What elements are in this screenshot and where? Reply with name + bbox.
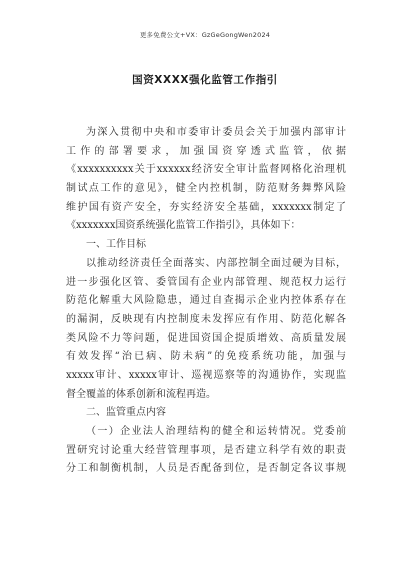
text-line: 分工和制衡机制，人员是否配备到位，是否制定各议事规 (66, 463, 346, 475)
text-line: 一、工作目标 (86, 239, 146, 251)
text-line: （一）企业法人治理结构的健全和运转情况。党委前 (86, 426, 346, 437)
text-line: 置研究讨论重大经营管理事项，是否建立科学有效的职责 (66, 444, 346, 456)
text-line: 督全覆盖的体系创新和流程再造。 (66, 388, 216, 400)
text-line: 二、监管重点内容 (86, 407, 166, 419)
text-line: 进一步强化区管、委管国有企业内部管理、规范权力运行 (66, 276, 346, 288)
document-body (66, 124, 346, 479)
text-line: 工作的部署要求，加强国资穿透式监管，依据 (66, 145, 346, 157)
text-line: 防范化解重大风险隐患，通过自查揭示企业内控体系存在 (66, 295, 346, 307)
text-line: xxxxx审计、xxxxx审计、巡视巡察等的沟通协作，实现监 (66, 369, 346, 381)
text-line: 有效发挥“治已病、防未病”的免疫系统功能，加强与 (66, 351, 346, 363)
text-line: 维护国有资产安全，夯实经济安全基础，xxxxxxx制定了 (66, 201, 346, 213)
document-title: 国资XXXX强化监管工作指引 (132, 74, 278, 86)
text-line: 为深入贯彻中央和市委审计委员会关于加强内部审计 (86, 127, 346, 138)
header-note: 更多免费公文+VX：GzGeGongWen2024 (139, 31, 271, 39)
text-line: 的漏洞，反映现有内控制度未发挥应有作用、防范化解各 (66, 313, 346, 325)
text-line: 制试点工作的意见》，健全内控机制，防范财务舞弊风险 (66, 183, 346, 195)
text-line: 以推动经济责任全面落实、内部控制全面过硬为目标， (86, 257, 346, 269)
text-line: 《xxxxxxxxxx关于xxxxxx经济安全审计监督网格化治理机 (66, 164, 346, 176)
text-line: 《xxxxxxx国资系统强化监管工作指引》，具体如下： (66, 220, 301, 232)
text-line: 类风险不力等问题，促进国资国企提质增效、高质量发展 (66, 332, 346, 344)
